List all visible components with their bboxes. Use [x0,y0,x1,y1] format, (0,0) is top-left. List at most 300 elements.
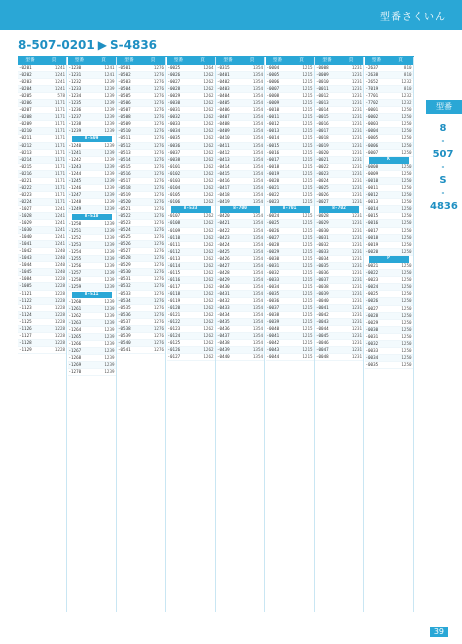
table-row [18,79,66,86]
page-ref: 1262 [203,227,214,233]
page-ref: 1276 [153,311,164,317]
table-row [216,242,264,249]
part-number: -0022 [316,163,329,169]
table-row [365,86,413,93]
part-number: -0114 [167,262,181,268]
page-ref: 1231 [351,354,362,360]
part-number: -1270 [68,369,82,375]
table-row [216,213,264,220]
table-row [216,270,264,277]
table-row [167,192,215,199]
page-ref: 1262 [203,255,214,261]
part-number: -0017 [365,227,379,233]
part-number: -0014 [365,206,379,212]
page-ref: 1215 [302,191,313,197]
table-row [68,320,116,327]
table-row [117,227,165,234]
page-ref: 1354 [252,227,263,233]
table-row [18,241,66,248]
page-ref: 1241 [54,212,65,218]
part-number: -0043 [316,319,329,325]
part-number: -0021 [266,184,280,190]
table-row [167,220,215,227]
index-column [68,57,117,612]
table-row [68,206,116,213]
part-number: -0010 [316,79,329,85]
page-ref: 1276 [153,234,164,240]
table-row [315,86,363,93]
page-ref: 1231 [351,333,362,339]
table-row [117,185,165,192]
page-ref: 1215 [302,319,313,325]
index-column [365,57,414,612]
page-ref: 1215 [302,347,313,353]
part-number: -0038 [266,312,280,318]
part-number: -0401 [217,72,230,78]
part-number: -1256 [68,263,82,269]
page-ref: 1262 [203,220,214,226]
part-number: -0031 [365,333,379,339]
table-row [266,192,314,199]
page-ref: 1239 [104,327,115,333]
page-ref: 1262 [203,319,214,325]
table-row [216,93,264,100]
page-ref: 1262 [203,326,214,332]
section-label: 8-509 [72,136,112,143]
table-row [167,249,215,256]
page-ref: 1215 [302,276,313,282]
part-number: -1267 [68,348,82,354]
table-row [315,93,363,100]
part-number: -0104 [167,184,181,190]
page-ref: 1354 [252,93,263,99]
table-row [315,128,363,135]
part-number: -0210 [19,128,32,134]
part-number: -0420 [217,213,230,219]
table-row [68,128,116,135]
table-row [117,283,165,290]
table-row [68,143,116,150]
table-row [68,221,116,228]
table-row [18,255,66,262]
page-ref: 1354 [252,347,263,353]
page-ref: 1231 [351,191,362,197]
part-number: -0032 [266,269,280,275]
table-row [216,333,264,340]
part-number: -1243 [68,164,82,170]
part-number: -1240 [68,142,82,148]
part-number: -0037 [266,305,280,311]
part-number: -0014 [316,107,329,113]
part-number: -0011 [266,114,280,120]
page-ref: 1354 [252,142,263,148]
part-number: -0027 [266,234,280,240]
part-number: -0439 [217,347,230,353]
page-ref: 1171 [54,184,65,190]
page-ref: 1276 [153,121,164,127]
page-ref: 1276 [153,65,164,70]
table-row [216,263,264,270]
part-number: -0023 [266,198,280,204]
page-ref: 1215 [302,248,313,254]
table-row [117,93,165,100]
part-number: -0031 [167,107,181,113]
part-number: -0031 [266,262,280,268]
page-ref: 1262 [203,305,214,311]
page-ref: 1239 [104,199,115,205]
part-number: -0525 [118,234,131,240]
page-ref: 1231 [351,163,362,169]
part-number: -0041 [266,333,280,339]
part-number: -1262 [68,313,82,318]
table-row [117,241,165,248]
part-number: -0023 [316,170,329,176]
page-ref: 1354 [252,262,263,268]
table-row [315,150,363,157]
part-number: -0533 [118,290,131,296]
table-row [18,192,66,199]
table-row [216,171,264,178]
part-number: -0046 [316,340,329,346]
column-header-label: 型番 [124,58,134,63]
part-number: -0535 [118,304,131,310]
page-ref: 1241 [54,86,65,92]
table-row [167,333,215,340]
part-number: -1126 [19,325,32,331]
table-row [167,135,215,142]
part-number: -0008 [266,93,280,99]
page-ref: 1250 [401,263,412,269]
page-ref: 1262 [203,163,214,169]
page-ref: 1276 [153,149,164,155]
page-ref: 1239 [104,242,115,248]
page-ref: 1250 [401,164,412,170]
part-number: -0403 [217,86,230,92]
part-number: -0526 [118,241,131,247]
part-number: -0039 [266,319,280,325]
page-ref: 1262 [203,333,214,339]
table-row [266,220,314,227]
page-ref: 1215 [302,170,313,176]
page-ref: 1215 [302,149,313,155]
page-ref: 1250 [401,305,412,311]
part-number: -0042 [266,340,280,346]
part-number: -1248 [68,199,82,205]
column-header-label: 頁 [299,58,304,63]
page-ref: 1276 [153,163,164,169]
page-ref: 1250 [401,199,412,205]
table-row [18,333,66,340]
part-number: -0528 [118,255,131,261]
page-ref: 1241 [54,227,65,233]
part-number: -0422 [217,227,230,233]
table-row [216,114,264,121]
part-number: -1230 [68,65,82,70]
page-ref: 1215 [302,255,313,261]
page-ref: 1250 [401,107,412,113]
page-ref: 1250 [401,319,412,325]
part-number: -0520 [118,198,131,204]
table-row [117,291,165,298]
page-ref: 1262 [203,93,214,99]
part-number: -0523 [118,220,131,226]
part-number: -0037 [316,276,329,282]
table-row [68,284,116,291]
page-ref: 1239 [104,157,115,163]
part-number: -0103 [167,177,181,183]
table-row [167,100,215,107]
table-row [315,235,363,242]
part-number: -0017 [266,156,280,162]
page-ref: 1250 [401,234,412,240]
table-row [216,107,264,114]
page-ref: 1276 [153,72,164,78]
table-row [315,199,363,206]
page-ref: 1250 [401,171,412,177]
part-number: -1043 [19,255,32,261]
part-number: -0016 [316,121,329,127]
page-ref: 1262 [203,149,214,155]
page-ref: 1250 [401,312,412,318]
part-number: -0037 [167,149,181,155]
page-ref: 1250 [401,340,412,346]
part-number: -0013 [316,100,329,106]
part-number: -0126 [167,347,181,353]
table-row [68,72,116,79]
table-row [266,291,314,298]
part-number: -0032 [316,241,329,247]
page-ref: 1239 [104,164,115,170]
part-number: -1042 [19,248,32,254]
page-ref: 1354 [252,107,263,113]
page-ref: 1241 [54,79,65,85]
page-ref: 1262 [203,177,214,183]
table-row [117,178,165,185]
table-row [315,114,363,121]
part-number: -1234 [68,93,82,99]
part-number: -0026 [316,191,329,197]
part-number: -0530 [118,269,131,275]
page-ref: 1262 [203,241,214,247]
page-ref: 1171 [54,149,65,155]
table-row [167,121,215,128]
part-number: -1027 [19,205,32,211]
table-row [266,256,314,263]
page-ref: 810 [403,65,412,70]
page-ref: 1215 [302,135,313,141]
table-row [266,347,314,354]
part-number: -0026 [167,72,181,78]
table-row [365,313,413,320]
part-number: -0505 [118,93,131,99]
table-row [365,249,413,256]
page-ref: 1215 [302,326,313,332]
page-ref: 1354 [252,128,263,134]
part-number: -0021 [365,263,379,269]
part-number: -0019 [266,170,280,176]
page-ref: 1262 [203,198,214,204]
part-number: -0205 [19,93,32,99]
page-ref: 1262 [203,114,214,120]
table-row [266,107,314,114]
page-ref: 1215 [302,234,313,240]
section-label: K [369,157,409,164]
table-row [117,100,165,107]
table-row [315,354,363,361]
part-number: -1255 [68,256,82,262]
table-row [315,333,363,340]
page-ref: 1262 [203,234,214,240]
table-row [216,291,264,298]
page-ref: 1276 [153,304,164,310]
part-number: -0021 [316,156,329,162]
table-row [117,255,165,262]
part-number: -0022 [365,270,379,276]
part-number: -0036 [167,142,181,148]
part-number: -1260 [68,298,82,304]
part-number: -1041 [19,241,32,247]
table-row [266,228,314,235]
part-number: -1239 [68,128,82,134]
part-number: -0425 [217,248,230,254]
part-number: -1125 [19,318,32,324]
page-ref: 1231 [351,100,362,106]
page-ref: 1215 [302,220,313,226]
page-ref: 1262 [203,135,214,141]
range-to: S-4836 [110,38,158,52]
table-row [216,143,264,150]
table-row [18,150,66,157]
table-row [216,228,264,235]
part-number: -0522 [118,212,131,218]
page-ref: 1276 [153,318,164,324]
table-row [365,128,413,135]
table-row [216,249,264,256]
part-number: -0221 [19,177,32,183]
page-ref: 1354 [252,184,263,190]
page-ref: 1239 [104,107,115,113]
column-header [117,57,165,65]
page-ref: 1231 [351,177,362,183]
page-ref: 1354 [252,326,263,332]
page-ref: 1276 [153,205,164,211]
table-row [365,228,413,235]
page-ref: 1354 [252,354,263,360]
table-row [18,340,66,347]
table-row [167,164,215,171]
part-number: -0028 [365,312,379,318]
index-column [216,57,265,612]
table-row [117,213,165,220]
part-number: -0032 [167,114,181,120]
page-ref: 1171 [54,170,65,176]
table-row [117,143,165,150]
page-ref: 1215 [302,333,313,339]
part-number: -0015 [365,213,379,219]
table-row [167,199,215,206]
table-row [315,305,363,312]
page-ref: 1250 [401,291,412,297]
table-row [365,242,413,249]
table-row [315,143,363,150]
part-number: -0015 [316,114,329,120]
page-ref: 1231 [351,220,362,226]
part-number: -0035 [266,290,280,296]
part-number: -0222 [19,184,32,190]
part-number: -1122 [19,297,32,303]
table-row [167,143,215,150]
page-ref: 1228 [54,318,65,324]
table-row [315,284,363,291]
part-number: -0001 [365,107,379,113]
table-row [167,228,215,235]
page-ref: 1215 [302,65,313,70]
part-number: -0029 [167,93,181,99]
table-row [365,213,413,220]
part-number: -0040 [316,298,329,303]
table-row [68,270,116,277]
part-number: -0012 [365,192,379,198]
table-row [167,114,215,121]
section-label: P [369,256,409,263]
page-ref: 1241 [54,241,65,247]
page-ref: 1239 [104,220,115,226]
table-row [315,319,363,326]
page-ref: 1276 [153,93,164,99]
part-number: -0025 [365,291,379,297]
page-ref: 1354 [252,269,263,275]
part-number: -1266 [68,341,82,347]
part-number: -0038 [167,156,181,162]
page-ref: 1241 [54,65,65,70]
page-ref: 1276 [153,325,164,331]
page-ref: 1276 [153,79,164,85]
page-ref: 1276 [153,248,164,254]
column-header-label: 型番 [371,58,382,63]
page-ref: 1231 [351,262,362,268]
page-ref: 1239 [104,142,115,148]
table-row [167,270,215,277]
page-ref: 1231 [351,312,362,318]
part-number: -0107 [167,213,181,219]
page-ref: 1241 [104,65,115,70]
page-ref: 1354 [252,191,263,197]
part-number: -0515 [118,163,131,169]
page-ref: 1228 [54,290,65,296]
page-ref: 1240 [54,262,65,268]
part-number: -1045 [19,269,32,275]
part-number: -1249 [68,206,82,212]
table-row [18,178,66,185]
part-number: -0007 [266,86,280,92]
part-number: -0204 [19,86,32,92]
part-number: -0019 [316,142,329,148]
table-row [266,65,314,72]
part-number: -0540 [118,339,131,345]
page-ref: 1264 [203,65,214,70]
table-row [266,263,314,270]
table-row [18,220,66,227]
part-number: -0039 [316,290,329,296]
page-ref: 1239 [104,185,115,191]
column-header-label: 型番 [74,58,85,63]
table-row [18,93,66,100]
part-number: -0413 [217,156,230,162]
page-ref: 1250 [401,241,412,247]
page-ref: 1276 [153,114,164,120]
part-number: -1254 [68,249,82,255]
table-row [167,340,215,347]
